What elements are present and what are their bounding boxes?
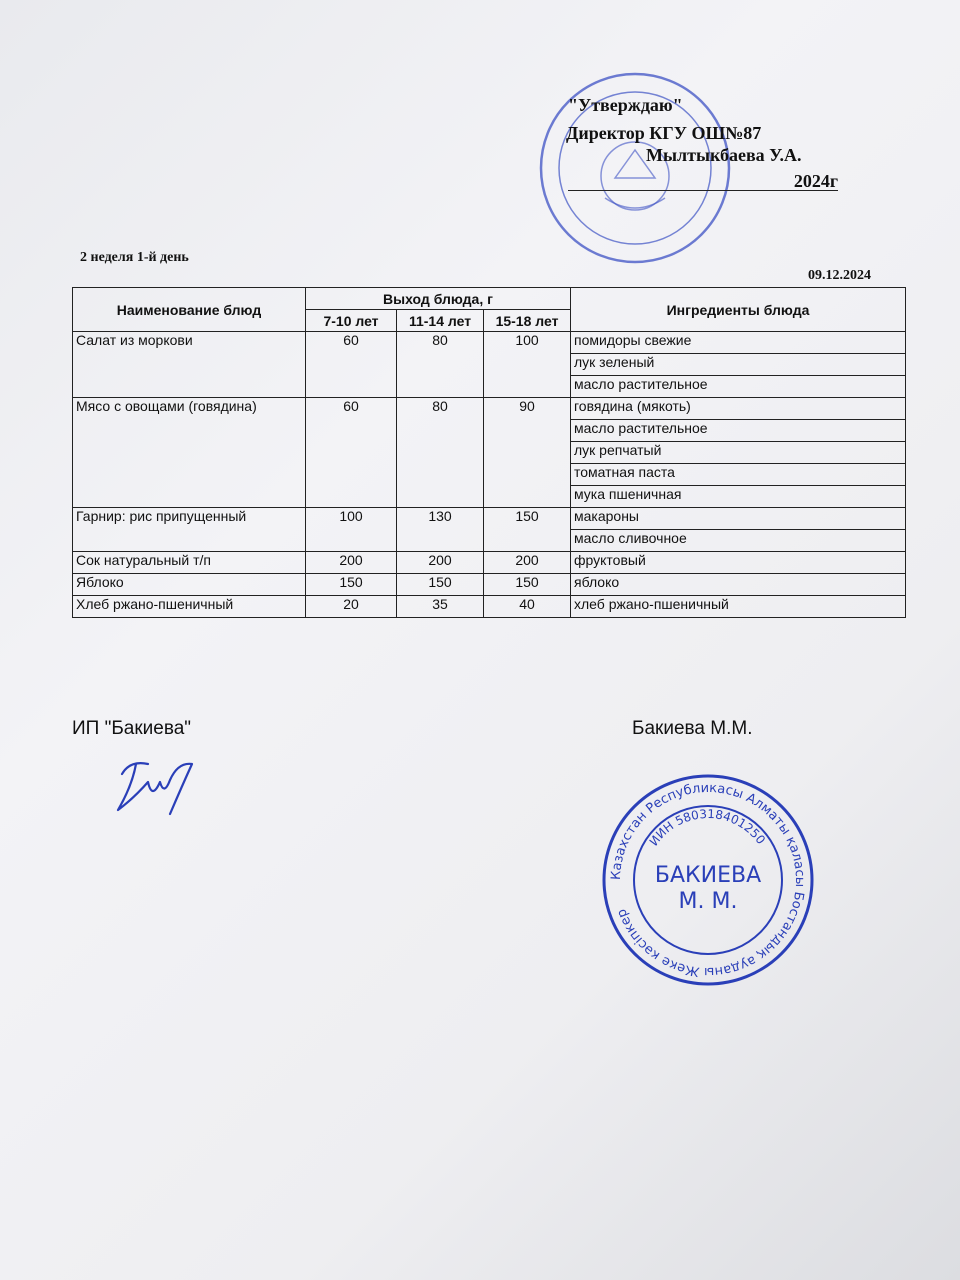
dish-output-15-18: 150 bbox=[484, 574, 571, 596]
col-header-age-11-14: 11-14 лет bbox=[397, 310, 484, 332]
ingredient: томатная паста bbox=[571, 464, 906, 486]
dish-name: Салат из моркови bbox=[73, 332, 306, 398]
ingredient: мука пшеничная bbox=[571, 486, 906, 508]
approval-year: 2024г bbox=[793, 171, 838, 191]
col-header-age-7-10: 7-10 лет bbox=[306, 310, 397, 332]
week-day-label: 2 неделя 1-й день bbox=[80, 250, 189, 265]
ingredient: говядина (мякоть) bbox=[571, 398, 906, 420]
col-header-age-15-18: 15-18 лет bbox=[484, 310, 571, 332]
dish-output-15-18: 40 bbox=[484, 596, 571, 618]
ingredient: лук зеленый bbox=[571, 354, 906, 376]
table-row bbox=[73, 596, 906, 618]
ingredient: хлеб ржано-пшеничный bbox=[571, 596, 906, 618]
approval-director-name: Мылтыкбаева У.А. bbox=[646, 145, 802, 165]
table-row bbox=[73, 574, 906, 596]
dish-name: Хлеб ржано-пшеничный bbox=[73, 596, 306, 618]
ingredient: лук репчатый bbox=[571, 442, 906, 464]
table-row bbox=[73, 398, 906, 420]
dish-name: Мясо с овощами (говядина) bbox=[73, 398, 306, 508]
dish-output-15-18: 200 bbox=[484, 552, 571, 574]
dish-output-7-10: 150 bbox=[306, 574, 397, 596]
dish-output-7-10: 100 bbox=[306, 508, 397, 552]
dish-output-7-10: 20 bbox=[306, 596, 397, 618]
dish-output-7-10: 200 bbox=[306, 552, 397, 574]
dish-output-15-18: 150 bbox=[484, 508, 571, 552]
table-header-row bbox=[73, 288, 906, 310]
seal-ring-text: Казахстан Республикасы Алматы қаласы Бостандық ауданы Жеке кәсіпкер bbox=[608, 780, 808, 980]
company-name: ИП "Бакиева" bbox=[72, 718, 192, 739]
col-header-ingredients: Ингредиенты блюда bbox=[571, 288, 906, 332]
dish-output-15-18: 100 bbox=[484, 332, 571, 398]
ingredient: масло растительное bbox=[571, 376, 906, 398]
handwritten-signature-icon bbox=[108, 752, 204, 822]
table-row bbox=[73, 332, 906, 354]
ingredient: масло растительное bbox=[571, 420, 906, 442]
svg-text:ИИН 580318401250 bbox=[647, 807, 768, 849]
ingredient: помидоры свежие bbox=[571, 332, 906, 354]
approval-date-line bbox=[568, 168, 838, 191]
seal-name-line2: М. М. bbox=[678, 889, 738, 914]
table-row bbox=[73, 508, 906, 530]
ingredient: масло сливочное bbox=[571, 530, 906, 552]
dish-name: Яблоко bbox=[73, 574, 306, 596]
dish-output-15-18: 90 bbox=[484, 398, 571, 508]
seal-name-line1: БАКИЕВА bbox=[654, 863, 762, 888]
approval-title: "Утверждаю" bbox=[568, 95, 683, 115]
menu-table bbox=[72, 287, 906, 618]
menu-date: 09.12.2024 bbox=[808, 268, 871, 283]
table-row bbox=[73, 552, 906, 574]
ingredient: яблоко bbox=[571, 574, 906, 596]
col-header-output: Выход блюда, г bbox=[306, 288, 571, 310]
ingredient: фруктовый bbox=[571, 552, 906, 574]
dish-output-7-10: 60 bbox=[306, 398, 397, 508]
dish-name: Сок натуральный т/п bbox=[73, 552, 306, 574]
dish-output-11-14: 80 bbox=[397, 332, 484, 398]
ingredient: макароны bbox=[571, 508, 906, 530]
dish-output-11-14: 80 bbox=[397, 398, 484, 508]
dish-name: Гарнир: рис припущенный bbox=[73, 508, 306, 552]
dish-output-11-14: 130 bbox=[397, 508, 484, 552]
dish-output-7-10: 60 bbox=[306, 332, 397, 398]
signatory-name: Бакиева М.М. bbox=[632, 718, 753, 739]
seal-inn: ИИН 580318401250 bbox=[646, 806, 769, 849]
dish-output-11-14: 35 bbox=[397, 596, 484, 618]
dish-output-11-14: 150 bbox=[397, 574, 484, 596]
dish-output-11-14: 200 bbox=[397, 552, 484, 574]
approval-director: Директор КГУ ОШ№87 bbox=[566, 123, 762, 143]
ip-stamp-icon bbox=[598, 770, 818, 990]
col-header-dish: Наименование блюд bbox=[73, 288, 306, 332]
